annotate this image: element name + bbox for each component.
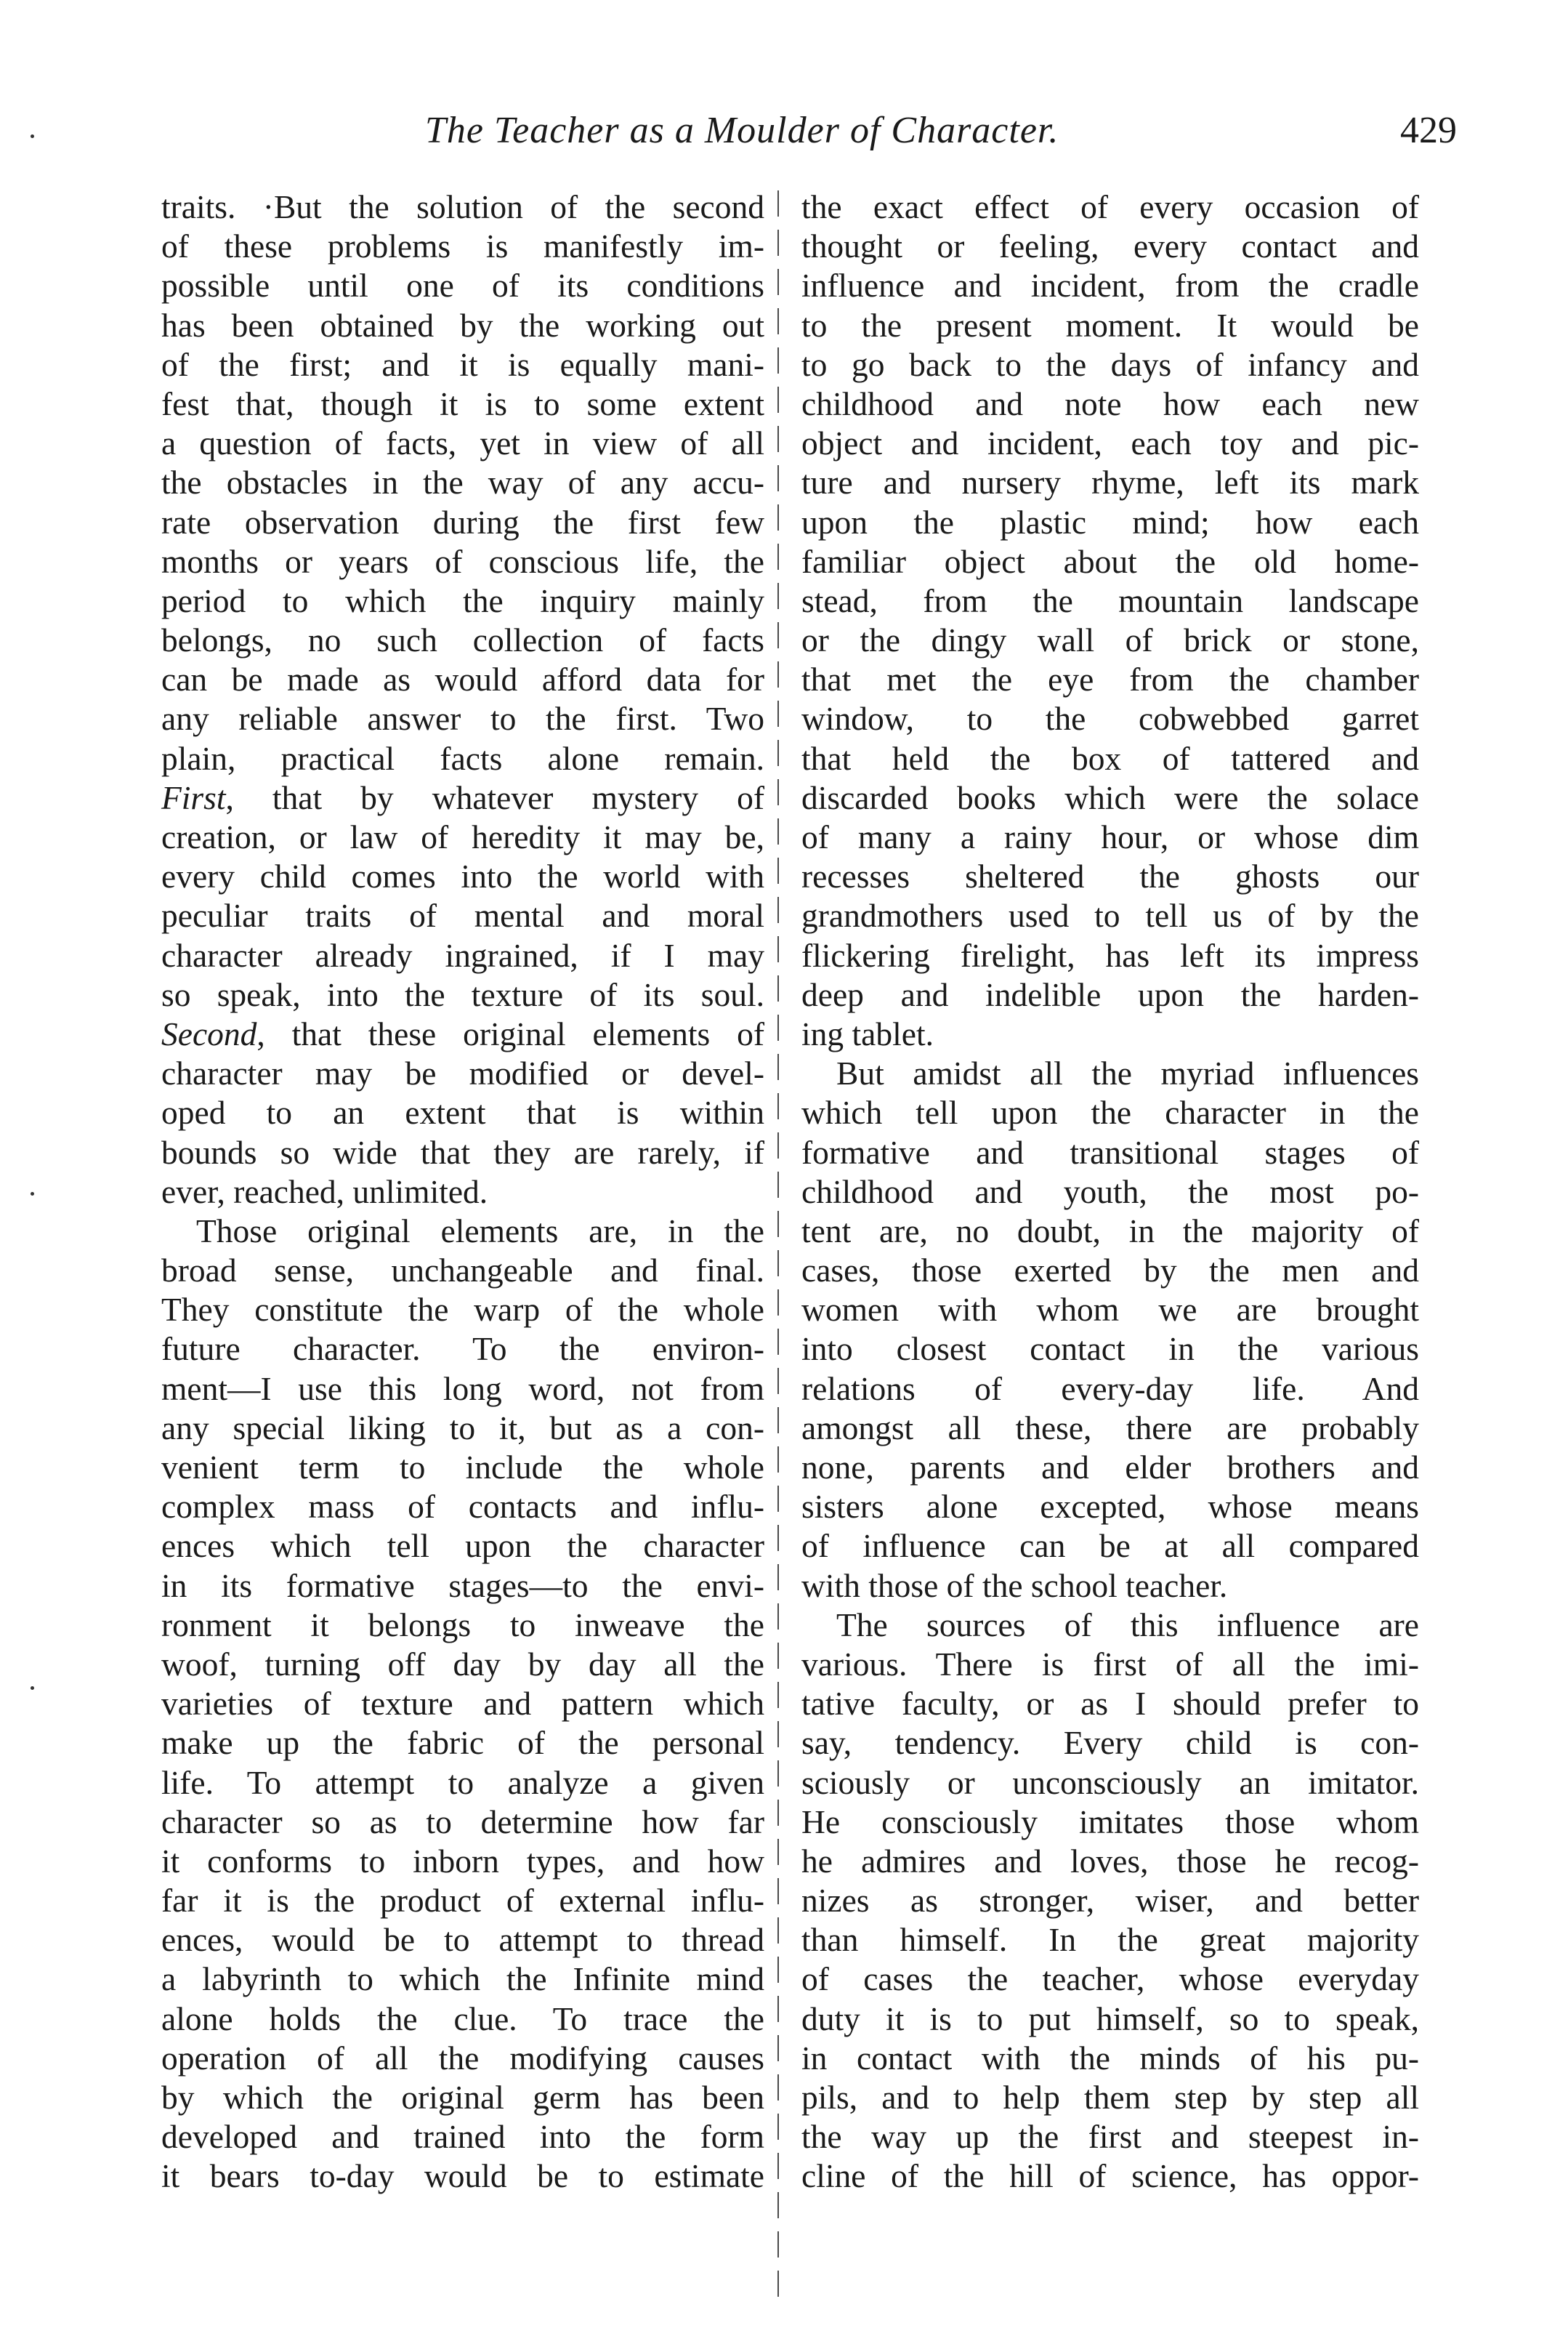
text-line: any special liking to it, but as a con- <box>161 1409 764 1446</box>
text-line: tative faculty, or as I should prefer to <box>801 1685 1419 1723</box>
margin-dot <box>31 134 34 138</box>
text-line: plain, practical facts alone remain. <box>161 739 764 777</box>
text-line: which tell upon the character in the <box>801 1094 1419 1132</box>
text-line: that held the box of tattered and <box>801 739 1419 777</box>
text-line: bounds so wide that they are rarely, if <box>161 1133 764 1171</box>
text-line: so speak, into the texture of its soul. <box>161 975 764 1013</box>
text-line: He consciously imitates those whom <box>801 1803 1419 1840</box>
text-line: into closest contact in the various <box>801 1330 1419 1368</box>
text-line: alone holds the clue. To trace the <box>161 1999 764 2037</box>
text-line: character may be modified or devel- <box>161 1055 764 1092</box>
text-line: sciously or unconsciously an imitator. <box>801 1763 1419 1801</box>
text-line: future character. To the environ- <box>161 1330 764 1368</box>
text-line: of these problems is manifestly im- <box>161 227 764 265</box>
text-line: the way up the first and steepest in- <box>801 2118 1419 2156</box>
text-line: deep and indelible upon the harden- <box>801 975 1419 1013</box>
margin-dot <box>31 1686 34 1690</box>
text-line: ture and nursery rhyme, left its mark <box>801 464 1419 502</box>
text-line: make up the fabric of the personal <box>161 1724 764 1762</box>
text-line: of cases the teacher, whose everyday <box>801 1960 1419 1998</box>
text-line: varieties of texture and pattern which <box>161 1685 764 1723</box>
text-line: belongs, no such collection of facts <box>161 621 764 659</box>
text-line: women with whom we are brought <box>801 1291 1419 1329</box>
text-line: life. To attempt to analyze a given <box>161 1763 764 1801</box>
text-line: Second, that these original elements of <box>161 1015 764 1052</box>
text-line: than himself. In the great majority <box>801 1921 1419 1959</box>
column-divider <box>777 190 779 2305</box>
text-line: has been obtained by the working out <box>161 306 764 344</box>
text-line: woof, turning off day by day all the <box>161 1645 764 1683</box>
text-line: in its formative stages—to the envi- <box>161 1566 764 1604</box>
text-line: it conforms to inborn types, and how <box>161 1842 764 1880</box>
text-line: in contact with the minds of his pu- <box>801 2039 1419 2077</box>
text-line: none, parents and elder brothers and <box>801 1449 1419 1486</box>
text-line: period to which the inquiry mainly <box>161 581 764 619</box>
text-line: the exact effect of every occasion of <box>801 188 1419 225</box>
text-line: a labyrinth to which the Infinite mind <box>161 1960 764 1998</box>
text-line: ever, reached, unlimited. <box>161 1172 488 1210</box>
text-line: Those original elements are, in the <box>196 1212 764 1249</box>
text-line: traits. ·But the solution of the second <box>161 188 764 225</box>
text-line: formative and transitional stages of <box>801 1133 1419 1171</box>
text-line: the obstacles in the way of any accu- <box>161 464 764 502</box>
text-line: it bears to-day would be to estimate <box>161 2157 764 2195</box>
text-line: First, that by whatever mystery of <box>161 778 764 816</box>
text-line: ing tablet. <box>801 1015 934 1052</box>
text-line: of influence can be at all compared <box>801 1527 1419 1565</box>
text-line: tent are, no doubt, in the majority of <box>801 1212 1419 1249</box>
text-line: a question of facts, yet in view of all <box>161 424 764 462</box>
text-line: that met the eye from the chamber <box>801 661 1419 698</box>
text-line: he admires and loves, those he recog- <box>801 1842 1419 1880</box>
text-line: duty it is to put himself, so to speak, <box>801 1999 1419 2037</box>
text-line: of the first; and it is equally mani- <box>161 345 764 383</box>
text-line: object and incident, each toy and pic- <box>801 424 1419 462</box>
text-line: ronment it belongs to inweave the <box>161 1606 764 1643</box>
text-line: But amidst all the myriad influences <box>836 1055 1419 1092</box>
text-line: pils, and to help them step by step all <box>801 2079 1419 2116</box>
text-line: character already ingrained, if I may <box>161 936 764 974</box>
text-line: nizes as stronger, wiser, and better <box>801 1882 1419 1920</box>
text-line: can be made as would afford data for <box>161 661 764 698</box>
text-line: by which the original germ has been <box>161 2079 764 2116</box>
text-line: possible until one of its conditions <box>161 267 764 305</box>
text-line: ences, would be to attempt to thread <box>161 1921 764 1959</box>
text-line: far it is the product of external influ- <box>161 1882 764 1920</box>
text-line: various. There is first of all the imi- <box>801 1645 1419 1683</box>
right-text-column <box>801 188 1419 2196</box>
text-line: every child comes into the world with <box>161 858 764 895</box>
text-line: flickering firelight, has left its impress <box>801 936 1419 974</box>
text-line: complex mass of contacts and influ- <box>161 1488 764 1526</box>
text-line: to the present moment. It would be <box>801 306 1419 344</box>
text-line: discarded books which were the solace <box>801 778 1419 816</box>
text-line: The sources of this influence are <box>836 1606 1419 1643</box>
text-line: thought or feeling, every contact and <box>801 227 1419 265</box>
text-line: ences which tell upon the character <box>161 1527 764 1565</box>
text-line: grandmothers used to tell us of by the <box>801 897 1419 935</box>
text-line: say, tendency. Every child is con- <box>801 1724 1419 1762</box>
text-line: fest that, though it is to some extent <box>161 384 764 422</box>
page-number: 429 <box>1400 110 1457 151</box>
text-line: relations of every-day life. And <box>801 1369 1419 1407</box>
text-line: or the dingy wall of brick or stone, <box>801 621 1419 659</box>
text-line: of many a rainy hour, or whose dim <box>801 818 1419 855</box>
text-line: ment—I use this long word, not from <box>161 1369 764 1407</box>
text-line: peculiar traits of mental and moral <box>161 897 764 935</box>
running-title: The Teacher as a Moulder of Character. <box>425 110 1059 151</box>
text-line: character so as to determine how far <box>161 1803 764 1840</box>
text-line: sisters alone excepted, whose means <box>801 1488 1419 1526</box>
text-line: creation, or law of heredity it may be, <box>161 818 764 855</box>
text-line: to go back to the days of infancy and <box>801 345 1419 383</box>
text-line: any reliable answer to the first. Two <box>161 700 764 738</box>
text-line: broad sense, unchangeable and final. <box>161 1252 764 1289</box>
text-line: developed and trained into the form <box>161 2118 764 2156</box>
text-line: operation of all the modifying causes <box>161 2039 764 2077</box>
text-line: oped to an extent that is within <box>161 1094 764 1132</box>
text-line: childhood and note how each new <box>801 384 1419 422</box>
text-line: cases, those exerted by the men and <box>801 1252 1419 1289</box>
text-line: They constitute the warp of the whole <box>161 1291 764 1329</box>
text-line: influence and incident, from the cradle <box>801 267 1419 305</box>
page-header <box>425 109 1457 160</box>
text-line: rate observation during the first few <box>161 503 764 541</box>
text-line: amongst all these, there are probably <box>801 1409 1419 1446</box>
text-line: stead, from the mountain landscape <box>801 581 1419 619</box>
text-line: childhood and youth, the most po- <box>801 1172 1419 1210</box>
text-line: recesses sheltered the ghosts our <box>801 858 1419 895</box>
left-text-column <box>161 188 764 2196</box>
text-line: cline of the hill of science, has oppor- <box>801 2157 1419 2195</box>
text-line: window, to the cobwebbed garret <box>801 700 1419 738</box>
text-line: venient term to include the whole <box>161 1449 764 1486</box>
text-line: familiar object about the old home- <box>801 542 1419 580</box>
margin-dot <box>31 1192 34 1196</box>
text-line: with those of the school teacher. <box>801 1566 1228 1604</box>
text-line: upon the plastic mind; how each <box>801 503 1419 541</box>
text-line: months or years of conscious life, the <box>161 542 764 580</box>
